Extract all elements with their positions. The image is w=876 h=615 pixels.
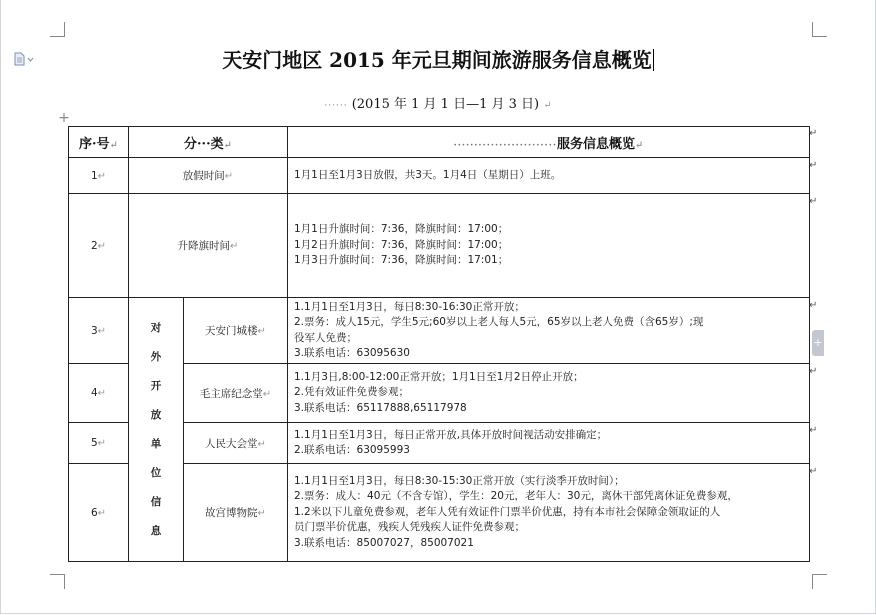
row-info: 1.1月1日至1月3日，每日8:30-16:30正常开放； 2.票务：成人15元，学生5元;60岁以上老人每人5元，65岁以上老人免费（含65岁）;现 役军人免费； 3.联系电话：63095630 (288, 298, 810, 364)
row-end-mark: ↵ (809, 366, 818, 377)
table-row (69, 298, 810, 364)
row-subcategory: 故宫博物院↵ (184, 464, 288, 562)
row-seq: 3↵ (69, 298, 129, 364)
document-title: 天安门地区 2015 年元旦期间旅游服务信息概览 (222, 48, 652, 72)
open-units-category: 对 外 开 放 单 位 信 息 (129, 298, 184, 562)
row-end-mark: ↵ (809, 425, 818, 436)
text-cursor (653, 49, 654, 71)
row-category: 升降旗时间↵ (129, 194, 288, 298)
crop-mark-bottom-left (50, 574, 65, 589)
row-seq: 1↵ (69, 158, 129, 194)
document-subtitle: ······ (2015 年 1 月 1 日—1 月 3 日) ↵ (324, 97, 552, 112)
row-info: 1.1月1日至1月3日，每日8:30-15:30正常开放（实行淡季开放时间）； 2.票务：成人：40元（不含专馆），学生：20元，老年人：30元，离休干部凭离休证免费参观， 1.2米以下儿童免费参观，老年人凭有效证件门票半价优惠，持有本市社会保障金领取证的人 员门票半价优惠，残疾人凭残疾人证件免费参观； 3.联系电话：85007027，85007021 (288, 464, 810, 562)
crop-mark-bottom-right (812, 574, 827, 589)
row-seq: 2↵ (69, 194, 129, 298)
table-move-handle-icon[interactable]: + (58, 110, 70, 126)
row-subcategory: 人民大会堂↵ (184, 423, 288, 464)
row-info: 1月1日升旗时间：7:36，降旗时间：17:00； 1月2日升旗时间：7:36，降旗时间：17:00； 1月3日升旗时间：7:36，降旗时间：17:01； (288, 194, 810, 298)
row-end-mark: ↵ (809, 300, 818, 311)
expand-tab-icon[interactable]: + (812, 330, 824, 356)
row-info: 1.1月1日至1月3日，每日正常开放,具体开放时间视活动安排确定； 2.联系电话：63095993 (288, 423, 810, 464)
row-info: 1月1日至1月3日放假，共3天。1月4日（星期日）上班。 (288, 158, 810, 194)
table-header-row (69, 127, 810, 158)
row-seq: 5↵ (69, 423, 129, 464)
row-info: 1.1月3日,8:00-12:00正常开放；1月1日至1月2日停止开放； 2.凭有效证件免费参观； 3.联系电话：65117888,65117978 (288, 364, 810, 423)
header-info: ·························服务信息概览↵ (288, 127, 810, 158)
crop-mark-top-right (812, 22, 827, 37)
row-category: 放假时间↵ (129, 158, 288, 194)
row-seq: 4↵ (69, 364, 129, 423)
table-row (69, 194, 810, 298)
header-category: 分···类↵ (129, 127, 288, 158)
row-subcategory: 毛主席纪念堂↵ (184, 364, 288, 423)
table-row (69, 158, 810, 194)
row-end-mark: ↵ (809, 160, 818, 171)
header-seq: 序·号↵ (69, 127, 129, 158)
row-seq: 6↵ (69, 464, 129, 562)
row-subcategory: 天安门城楼↵ (184, 298, 288, 364)
row-end-mark: ↵ (809, 128, 818, 139)
info-table (68, 126, 810, 562)
row-end-mark: ↵ (809, 196, 818, 207)
row-end-mark: ↵ (809, 466, 818, 477)
crop-mark-top-left (50, 22, 65, 37)
